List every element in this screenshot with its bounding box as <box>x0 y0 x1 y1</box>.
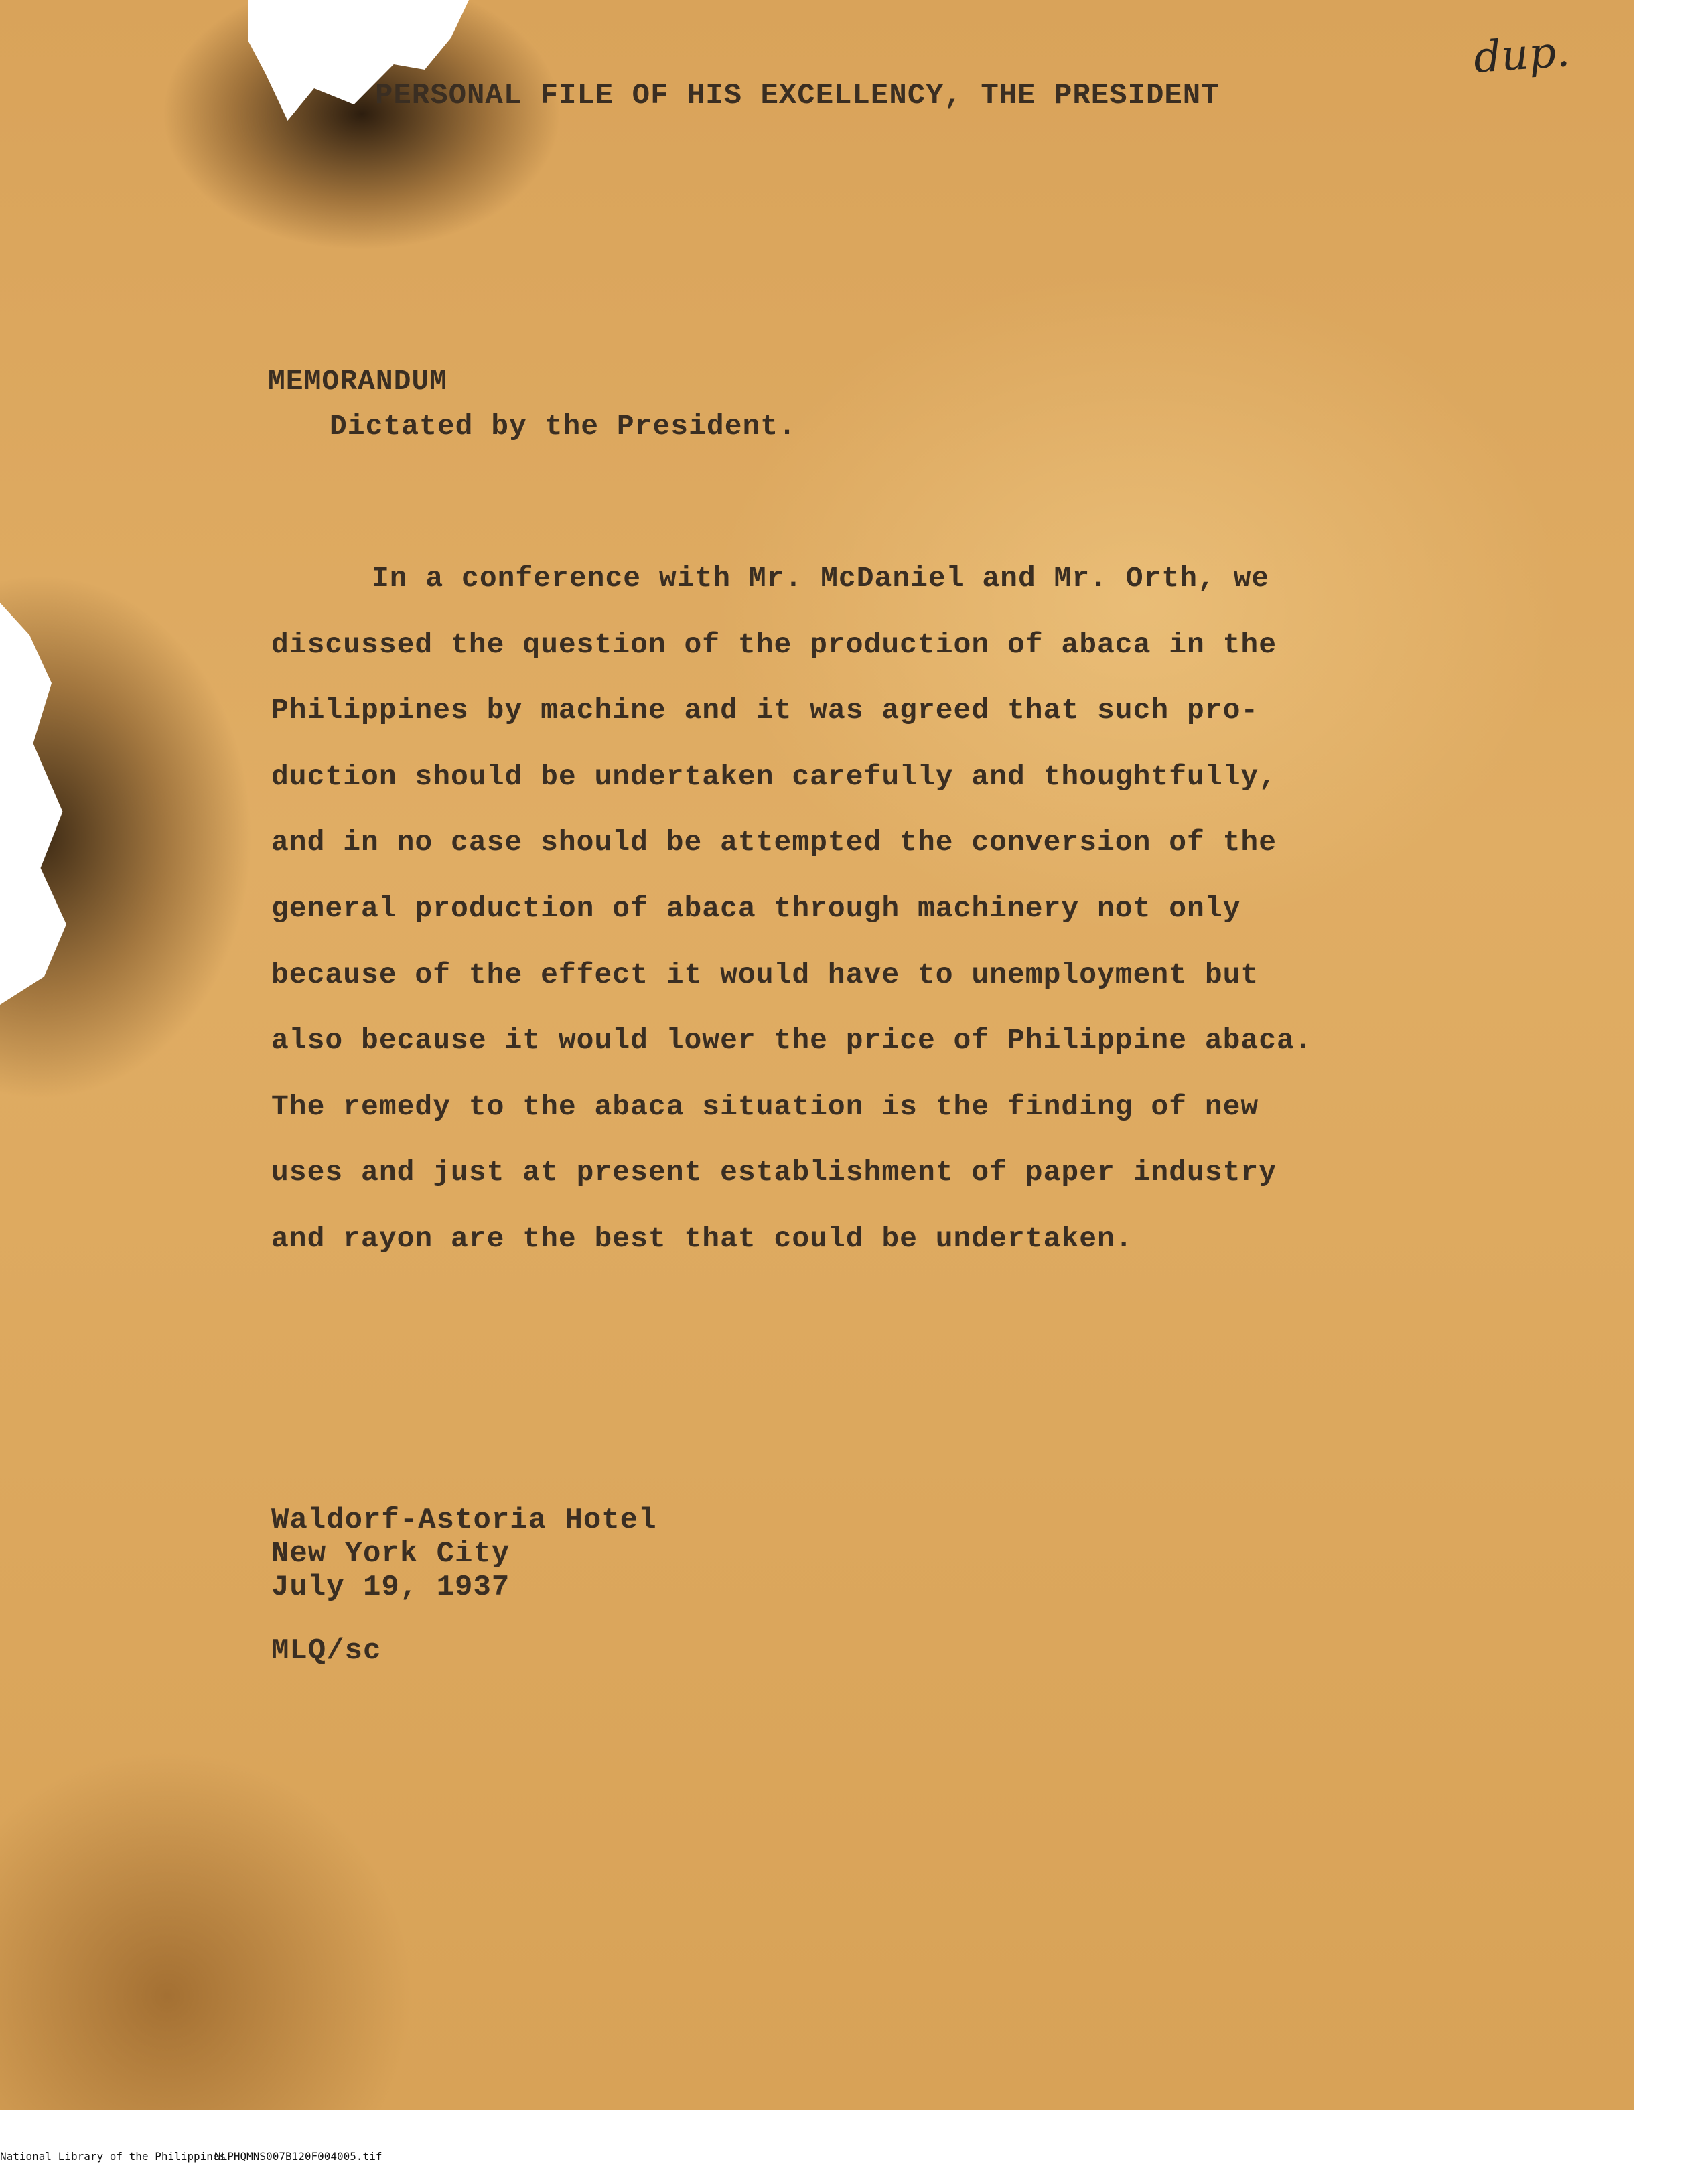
signature-location: Waldorf-Astoria Hotel <box>271 1504 657 1537</box>
body-line: uses and just at present establishment of paper industry <box>271 1156 1277 1189</box>
body-line: because of the effect it would have to unemployment but <box>271 958 1259 991</box>
document-header: PERSONAL FILE OF HIS EXCELLENCY, THE PRESIDENT <box>375 79 1220 113</box>
memo-subtitle: Dictated by the President. <box>330 410 796 443</box>
body-line: In a conference with Mr. McDaniel and Mr. Orth, we <box>372 562 1270 595</box>
burn-edge-left <box>0 603 74 1005</box>
memo-title: MEMORANDUM <box>268 365 448 398</box>
body-line: duction should be undertaken carefully and thoughtfully, <box>271 760 1277 793</box>
footer-filename: NLPHQMNS007B120F004005.tif <box>214 2150 382 2163</box>
body-line: The remedy to the abaca situation is the finding of new <box>271 1090 1259 1123</box>
burn-hole-top <box>248 0 469 134</box>
body-line: general production of abaca through machinery not only <box>271 891 1241 925</box>
signature-block <box>271 1504 657 1604</box>
body-line: discussed the question of the production of abaca in the <box>271 628 1277 661</box>
memo-body <box>271 546 1477 1273</box>
signature-city: New York City <box>271 1537 510 1571</box>
body-line: also because it would lower the price of Philippine abaca. <box>271 1024 1313 1058</box>
reference-initials: MLQ/sc <box>271 1634 382 1668</box>
body-line: and in no case should be attempted the conversion of the <box>271 826 1277 859</box>
footer-source: National Library of the Philippines <box>0 2150 226 2163</box>
body-line: and rayon are the best that could be undertaken. <box>271 1222 1133 1255</box>
body-line: Philippines by machine and it was agreed that such pro- <box>271 694 1259 727</box>
handwritten-note: dup. <box>1472 27 1571 83</box>
signature-date: July 19, 1937 <box>271 1571 510 1604</box>
